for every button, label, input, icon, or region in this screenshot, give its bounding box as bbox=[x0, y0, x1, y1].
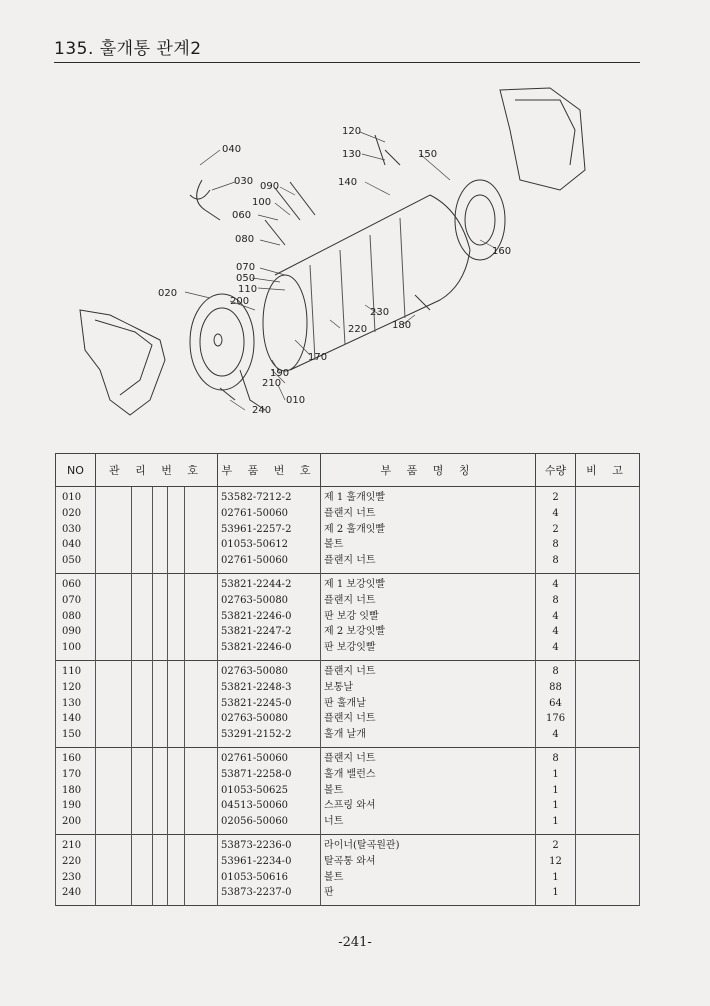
part-number-cell-value: 53582-7212-2 bbox=[221, 492, 292, 503]
part-number-cell-value: 53821-2246-0 bbox=[221, 642, 292, 654]
callout-220: 220 bbox=[348, 324, 368, 335]
quantity-cell-value: 1 bbox=[552, 800, 559, 812]
item-no-cell-value: 230 bbox=[62, 871, 82, 883]
part-number-cell-value: 02763-50080 bbox=[221, 713, 289, 725]
part-number-cell-value: 01053-50625 bbox=[221, 784, 289, 796]
part-number-cell-value: 53291-2152-2 bbox=[221, 729, 292, 741]
management-cell bbox=[168, 573, 185, 660]
quantity-cell-value: 1 bbox=[552, 784, 559, 796]
part-name-cell bbox=[321, 747, 536, 834]
item-no-cell-value: 190 bbox=[62, 800, 82, 812]
management-cell bbox=[96, 487, 132, 574]
management-cell bbox=[168, 834, 185, 905]
quantity-cell-value: 2 bbox=[552, 492, 559, 503]
item-no-cell-value: 210 bbox=[62, 839, 82, 851]
quantity-cell-value: 8 bbox=[552, 752, 559, 764]
item-no-cell-value: 220 bbox=[62, 855, 82, 867]
quantity-cell-value: 8 bbox=[552, 539, 559, 551]
part-name-cell-value: 라이너(탈곡원관) bbox=[324, 839, 400, 851]
quantity-cell-value: 4 bbox=[552, 507, 559, 519]
quantity-cell-value: 8 bbox=[552, 555, 559, 567]
item-no-cell bbox=[56, 834, 96, 905]
remark-cell bbox=[576, 660, 640, 747]
quantity-cell-value: 4 bbox=[552, 729, 559, 741]
quantity-cell-value: 1 bbox=[552, 887, 559, 899]
part-number-cell-value: 53873-2236-0 bbox=[221, 839, 292, 851]
item-no-cell-value: 080 bbox=[62, 610, 82, 622]
part-name-cell-value: 훌개 밸런스 bbox=[324, 768, 376, 780]
item-no-cell-value: 150 bbox=[62, 729, 82, 741]
callout-010: 010 bbox=[286, 395, 306, 406]
part-name-cell-value: 플랜지 너트 bbox=[324, 713, 376, 725]
part-number-cell-value: 53871-2258-0 bbox=[221, 768, 292, 780]
part-name-cell-value: 플랜지 너트 bbox=[324, 752, 376, 764]
quantity-cell-value: 4 bbox=[552, 642, 559, 654]
part-name-cell-value: 판 bbox=[324, 887, 334, 899]
parts-table bbox=[55, 453, 640, 906]
table-row bbox=[56, 747, 640, 834]
management-cell bbox=[96, 573, 132, 660]
item-no-cell bbox=[56, 660, 96, 747]
part-name-cell-value: 탈곡통 와셔 bbox=[324, 855, 376, 867]
item-no-cell-value: 160 bbox=[62, 752, 82, 764]
quantity-cell-value: 2 bbox=[552, 523, 559, 535]
part-number-cell-value: 02056-50060 bbox=[221, 816, 289, 828]
callout-160: 160 bbox=[492, 246, 512, 257]
item-no-cell-value: 090 bbox=[62, 626, 82, 638]
part-name-cell-value: 스프링 와셔 bbox=[324, 800, 376, 812]
part-number-cell-value: 53821-2248-3 bbox=[221, 681, 292, 693]
part-number-cell-value: 04513-50060 bbox=[221, 800, 289, 812]
callout-060: 060 bbox=[232, 210, 252, 221]
header-no: NO bbox=[56, 454, 96, 487]
item-no-cell-value: 040 bbox=[62, 539, 82, 551]
callout-200: 200 bbox=[230, 296, 250, 307]
item-no-cell-value: 110 bbox=[62, 665, 82, 677]
callout-050: 050 bbox=[236, 273, 256, 284]
part-number-cell-value: 02761-50060 bbox=[221, 752, 289, 764]
quantity-cell bbox=[536, 660, 576, 747]
header-management-no: 관 리 번 호 bbox=[96, 454, 218, 487]
part-name-cell-value: 보통날 bbox=[324, 681, 354, 693]
quantity-cell-value: 8 bbox=[552, 594, 559, 606]
item-no-cell-value: 120 bbox=[62, 681, 82, 693]
callout-140: 140 bbox=[338, 177, 358, 188]
part-number-cell-value: 53821-2247-2 bbox=[221, 626, 292, 638]
part-number-cell-value: 53961-2257-2 bbox=[221, 523, 292, 535]
header-quantity: 수량 bbox=[536, 454, 576, 487]
callout-150: 150 bbox=[418, 149, 438, 160]
item-no-cell-value: 020 bbox=[62, 507, 82, 519]
item-no-cell-value: 130 bbox=[62, 697, 82, 709]
part-number-cell-value: 01053-50612 bbox=[221, 539, 289, 551]
part-number-cell-value: 53961-2234-0 bbox=[221, 855, 292, 867]
part-name-cell-value: 볼트 bbox=[324, 871, 344, 883]
table-group bbox=[56, 660, 640, 747]
quantity-cell-value: 4 bbox=[552, 578, 559, 590]
quantity-cell-value: 64 bbox=[549, 697, 562, 709]
part-name-cell bbox=[321, 573, 536, 660]
callout-130: 130 bbox=[342, 149, 362, 160]
page-title: 135. 훌개통 관계2 bbox=[54, 39, 202, 59]
drum-assembly-drawing bbox=[40, 70, 670, 450]
table-group bbox=[56, 487, 640, 574]
quantity-cell-value: 8 bbox=[552, 665, 559, 677]
management-cell bbox=[96, 660, 132, 747]
quantity-cell-value: 1 bbox=[552, 871, 559, 883]
callout-180: 180 bbox=[392, 320, 412, 331]
management-cell bbox=[96, 747, 132, 834]
management-cell bbox=[168, 487, 185, 574]
table-row bbox=[56, 660, 640, 747]
management-cell bbox=[185, 487, 218, 574]
quantity-cell-value: 2 bbox=[552, 839, 559, 851]
quantity-cell bbox=[536, 834, 576, 905]
management-cell bbox=[132, 747, 153, 834]
quantity-cell bbox=[536, 487, 576, 574]
remark-cell bbox=[576, 834, 640, 905]
table-header-row bbox=[56, 454, 640, 487]
part-name-cell-value: 제 1 보강잇빨 bbox=[324, 578, 386, 590]
part-name-cell-value: 판 보강잇빨 bbox=[324, 642, 376, 654]
callout-030: 030 bbox=[234, 176, 254, 187]
callout-090: 090 bbox=[260, 181, 280, 192]
item-no-cell-value: 010 bbox=[62, 492, 82, 503]
callout-230: 230 bbox=[370, 307, 390, 318]
table-row bbox=[56, 834, 640, 905]
part-number-cell-value: 02761-50060 bbox=[221, 555, 289, 567]
part-name-cell-value: 제 2 보강잇빨 bbox=[324, 626, 386, 638]
part-name-cell bbox=[321, 487, 536, 574]
part-name-cell-value: 볼트 bbox=[324, 539, 344, 551]
part-number-cell bbox=[218, 487, 321, 574]
table-row bbox=[56, 573, 640, 660]
item-no-cell-value: 060 bbox=[62, 578, 82, 590]
part-number-cell-value: 02763-50080 bbox=[221, 665, 289, 677]
header-part-name: 부 품 명 칭 bbox=[321, 454, 536, 487]
part-name-cell bbox=[321, 834, 536, 905]
part-name-cell bbox=[321, 660, 536, 747]
table-group bbox=[56, 747, 640, 834]
part-name-cell-value: 너트 bbox=[324, 816, 344, 828]
part-number-cell-value: 02763-50080 bbox=[221, 594, 289, 606]
item-no-cell bbox=[56, 747, 96, 834]
part-number-cell bbox=[218, 834, 321, 905]
callout-240: 240 bbox=[252, 405, 272, 416]
part-name-cell-value: 볼트 bbox=[324, 784, 344, 796]
item-no-cell-value: 100 bbox=[62, 642, 82, 654]
part-number-cell-value: 02761-50060 bbox=[221, 507, 289, 519]
callout-190: 190 bbox=[270, 368, 290, 379]
quantity-cell-value: 1 bbox=[552, 768, 559, 780]
remark-cell bbox=[576, 747, 640, 834]
management-cell bbox=[168, 747, 185, 834]
callout-100: 100 bbox=[252, 197, 272, 208]
part-number-cell-value: 53821-2244-2 bbox=[221, 578, 292, 590]
item-no-cell-value: 170 bbox=[62, 768, 82, 780]
management-cell bbox=[153, 747, 168, 834]
quantity-cell-value: 1 bbox=[552, 816, 559, 828]
remark-cell bbox=[576, 573, 640, 660]
item-no-cell-value: 030 bbox=[62, 523, 82, 535]
callout-120: 120 bbox=[342, 126, 362, 137]
callout-070: 070 bbox=[236, 262, 256, 273]
page-number: -241- bbox=[338, 935, 372, 950]
part-number-cell bbox=[218, 573, 321, 660]
management-cell bbox=[185, 573, 218, 660]
management-cell bbox=[153, 573, 168, 660]
quantity-cell-value: 176 bbox=[546, 713, 566, 725]
callout-040: 040 bbox=[222, 144, 242, 155]
table-group bbox=[56, 573, 640, 660]
part-number-cell-value: 53821-2246-0 bbox=[221, 610, 292, 622]
management-cell bbox=[185, 660, 218, 747]
quantity-cell-value: 4 bbox=[552, 626, 559, 638]
management-cell bbox=[132, 660, 153, 747]
part-number-cell-value: 01053-50616 bbox=[221, 871, 289, 883]
quantity-cell bbox=[536, 573, 576, 660]
part-number-cell-value: 53821-2245-0 bbox=[221, 697, 292, 709]
part-number-cell-value: 53873-2237-0 bbox=[221, 887, 292, 899]
callout-020: 020 bbox=[158, 288, 178, 299]
quantity-cell-value: 12 bbox=[549, 855, 562, 867]
management-cell bbox=[185, 747, 218, 834]
item-no-cell-value: 240 bbox=[62, 887, 82, 899]
item-no-cell-value: 140 bbox=[62, 713, 82, 725]
exploded-parts-diagram bbox=[40, 70, 670, 450]
part-name-cell-value: 플랜지 너트 bbox=[324, 507, 376, 519]
header-remark: 비 고 bbox=[576, 454, 640, 487]
item-no-cell-value: 070 bbox=[62, 594, 82, 606]
item-no-cell bbox=[56, 487, 96, 574]
part-name-cell-value: 제 2 훌개잇빨 bbox=[324, 523, 386, 535]
callout-210: 210 bbox=[262, 378, 282, 389]
part-name-cell-value: 훌개 날개 bbox=[324, 729, 366, 741]
part-number-cell bbox=[218, 747, 321, 834]
item-no-cell-value: 050 bbox=[62, 555, 82, 567]
part-name-cell-value: 판 훌개날 bbox=[324, 697, 366, 709]
callout-110: 110 bbox=[238, 284, 258, 295]
quantity-cell bbox=[536, 747, 576, 834]
management-cell bbox=[185, 834, 218, 905]
part-name-cell-value: 플랜지 너트 bbox=[324, 555, 376, 567]
management-cell bbox=[168, 660, 185, 747]
management-cell bbox=[132, 834, 153, 905]
management-cell bbox=[153, 660, 168, 747]
item-no-cell-value: 200 bbox=[62, 816, 82, 828]
part-number-cell bbox=[218, 660, 321, 747]
item-no-cell-value: 180 bbox=[62, 784, 82, 796]
part-name-cell-value: 플랜지 너트 bbox=[324, 665, 376, 677]
callout-080: 080 bbox=[235, 234, 255, 245]
item-no-cell bbox=[56, 573, 96, 660]
management-cell bbox=[153, 487, 168, 574]
management-cell bbox=[132, 573, 153, 660]
table-row bbox=[56, 487, 640, 574]
header-part-number: 부 품 번 호 bbox=[218, 454, 321, 487]
table-group bbox=[56, 834, 640, 905]
management-cell bbox=[132, 487, 153, 574]
management-cell bbox=[153, 834, 168, 905]
part-name-cell-value: 제 1 훌개잇빨 bbox=[324, 492, 386, 503]
quantity-cell-value: 88 bbox=[549, 681, 562, 693]
part-name-cell-value: 판 보강 잇빨 bbox=[324, 610, 379, 622]
part-name-cell-value: 플랜지 너트 bbox=[324, 594, 376, 606]
callout-170: 170 bbox=[308, 352, 328, 363]
page-header bbox=[54, 34, 640, 63]
management-cell bbox=[96, 834, 132, 905]
quantity-cell-value: 4 bbox=[552, 610, 559, 622]
remark-cell bbox=[576, 487, 640, 574]
